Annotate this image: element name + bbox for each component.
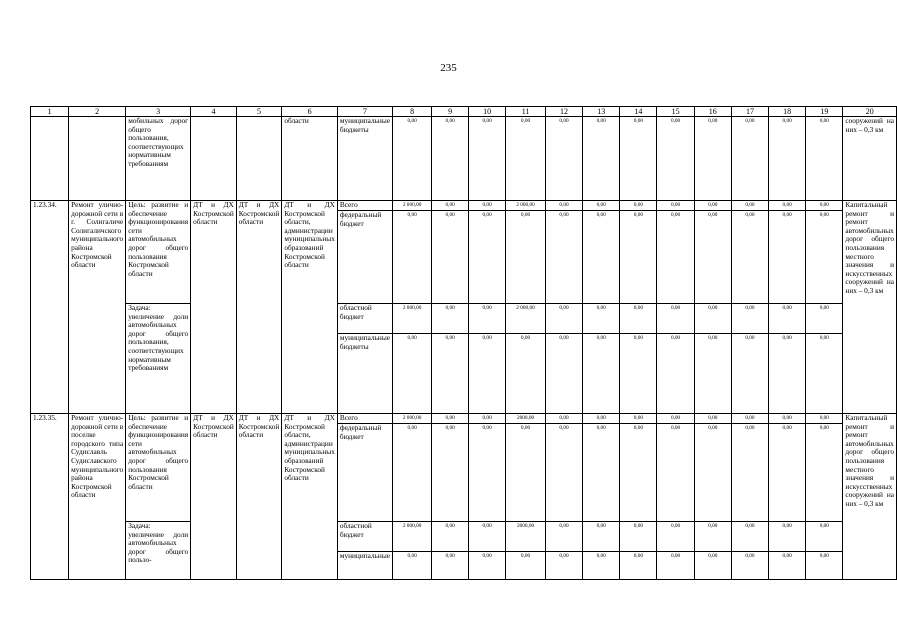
value-cell: 0,00 <box>432 201 469 211</box>
executor-cell: области <box>282 117 338 201</box>
column-number: 3 <box>126 107 191 117</box>
value-cell: 0,00 <box>769 552 806 580</box>
value-cell: 2 000,00 <box>392 201 431 211</box>
value-cell: 0,00 <box>694 201 731 211</box>
value-cell: 0,00 <box>694 211 731 304</box>
value-cell: 2 000,00 <box>392 522 431 552</box>
name-cell: Ремонт улично-дорожной сети в г. Солигаличе Солигаличского муниципального района Костромской области <box>69 201 126 414</box>
value-cell: 0,00 <box>432 211 469 304</box>
value-cell: 0,00 <box>657 211 694 304</box>
value-cell: 0,00 <box>731 211 768 304</box>
value-cell: 0,00 <box>731 334 768 414</box>
value-cell: 0,00 <box>620 211 657 304</box>
value-cell: 0,00 <box>545 424 582 522</box>
value-cell: 0,00 <box>694 414 731 424</box>
source-cell: муниципальные бюджеты <box>337 117 392 201</box>
value-cell: 0,00 <box>392 211 431 304</box>
table-row <box>31 414 897 424</box>
value-cell: 0,00 <box>694 117 731 201</box>
value-cell: 0,00 <box>620 424 657 522</box>
value-cell: 0,00 <box>469 414 506 424</box>
table-row <box>31 304 897 334</box>
value-cell: 0,00 <box>657 414 694 424</box>
value-cell: 0,00 <box>545 211 582 304</box>
column-number: 5 <box>236 107 282 117</box>
name-cell: Ремонт улично-дорожной сети в поселке городского типа Судиславль Судиславского муниципального района Костромской области <box>69 414 126 580</box>
column-number: 4 <box>191 107 237 117</box>
value-cell: 0,00 <box>806 117 843 201</box>
value-cell: 0,00 <box>806 522 843 552</box>
column-number: 19 <box>806 107 843 117</box>
value-cell: 0,00 <box>506 424 546 522</box>
value-cell: 0,00 <box>432 304 469 334</box>
value-cell: 0,00 <box>806 201 843 211</box>
budget-table <box>30 106 897 580</box>
value-cell: 0,00 <box>620 414 657 424</box>
executor-cell <box>191 117 237 201</box>
value-cell: 0,00 <box>620 552 657 580</box>
value-cell: 0,00 <box>657 334 694 414</box>
value-cell: 0,00 <box>657 552 694 580</box>
value-cell: 0,00 <box>545 201 582 211</box>
value-cell: 0,00 <box>694 334 731 414</box>
value-cell: 0,00 <box>583 334 620 414</box>
value-cell: 2000,00 <box>506 414 546 424</box>
value-cell: 0,00 <box>583 211 620 304</box>
value-cell: 0,00 <box>545 522 582 552</box>
column-number: 16 <box>694 107 731 117</box>
column-number: 17 <box>731 107 768 117</box>
goal-cell: Цель: развитие и обеспечение функционирования сети автомобильных дорог общего пользования Костромской области <box>126 201 191 304</box>
value-cell: 0,00 <box>432 552 469 580</box>
value-cell: 0,00 <box>392 117 431 201</box>
value-cell: 0,00 <box>769 117 806 201</box>
value-cell: 0,00 <box>392 424 431 522</box>
value-cell: 0,00 <box>657 117 694 201</box>
value-cell: 0,00 <box>769 424 806 522</box>
source-cell: федеральный бюджет <box>337 424 392 522</box>
value-cell: 0,00 <box>694 424 731 522</box>
executor-cell: ДТ и ДХ Костромской области, администрации муниципальных образований Костромской области <box>282 414 338 580</box>
executor-cell <box>236 117 282 201</box>
value-cell: 0,00 <box>432 334 469 414</box>
value-cell: 0,00 <box>769 201 806 211</box>
source-cell: Всего <box>337 414 392 424</box>
goal-cell: Цель: развитие и обеспечение функционирования сети автомобильных дорог общего пользования Костромской области <box>126 414 191 522</box>
result-cell: Капитальный ремонт и ремонт автомобильных дорог общего пользования местного значения и искусственных сооружений на них – 0,3 км <box>843 414 897 580</box>
value-cell: 0,00 <box>694 304 731 334</box>
value-cell: 0,00 <box>469 522 506 552</box>
value-cell: 0,00 <box>469 201 506 211</box>
value-cell: 0,00 <box>432 522 469 552</box>
value-cell: 0,00 <box>806 211 843 304</box>
value-cell: 2 000,00 <box>392 304 431 334</box>
column-number: 10 <box>469 107 506 117</box>
column-number: 1 <box>31 107 69 117</box>
value-cell: 0,00 <box>583 414 620 424</box>
executor-cell: ДТ и ДХ Костромской области <box>191 414 237 580</box>
value-cell: 0,00 <box>731 414 768 424</box>
value-cell: 0,00 <box>731 304 768 334</box>
value-cell: 2000,00 <box>506 522 546 552</box>
value-cell: 0,00 <box>620 522 657 552</box>
value-cell: 0,00 <box>469 552 506 580</box>
value-cell: 0,00 <box>432 414 469 424</box>
value-cell: 0,00 <box>806 334 843 414</box>
value-cell: 0,00 <box>769 414 806 424</box>
value-cell: 0,00 <box>545 117 582 201</box>
value-cell: 0,00 <box>583 117 620 201</box>
value-cell: 0,00 <box>620 117 657 201</box>
result-cell: сооружений на них – 0,3 км <box>843 117 897 201</box>
source-cell: муниципальные <box>337 552 392 580</box>
task-cell: мобильных дорог общего пользования, соответствующих нормативным требованиям <box>126 117 191 201</box>
value-cell: 0,00 <box>506 334 546 414</box>
column-number: 8 <box>392 107 431 117</box>
value-cell: 0,00 <box>469 117 506 201</box>
column-number: 7 <box>337 107 392 117</box>
column-number: 2 <box>69 107 126 117</box>
value-cell: 0,00 <box>694 522 731 552</box>
value-cell: 0,00 <box>545 552 582 580</box>
value-cell: 0,00 <box>432 117 469 201</box>
table-row <box>31 201 897 211</box>
value-cell: 0,00 <box>620 334 657 414</box>
source-cell: Всего <box>337 201 392 211</box>
value-cell: 0,00 <box>769 522 806 552</box>
code-cell: 1.23.35. <box>31 414 69 580</box>
value-cell: 0,00 <box>506 211 546 304</box>
column-number: 14 <box>620 107 657 117</box>
value-cell: 0,00 <box>545 414 582 424</box>
value-cell: 0,00 <box>731 552 768 580</box>
value-cell: 0,00 <box>731 201 768 211</box>
value-cell: 0,00 <box>432 424 469 522</box>
page-number: 235 <box>440 62 457 74</box>
source-cell: областной бюджет <box>337 304 392 334</box>
value-cell: 0,00 <box>769 334 806 414</box>
value-cell: 0,00 <box>506 552 546 580</box>
column-number: 20 <box>843 107 897 117</box>
header-row <box>31 107 897 117</box>
value-cell: 0,00 <box>769 211 806 304</box>
value-cell: 0,00 <box>469 211 506 304</box>
value-cell: 0,00 <box>545 304 582 334</box>
value-cell: 0,00 <box>506 117 546 201</box>
value-cell: 0,00 <box>657 424 694 522</box>
value-cell: 0,00 <box>731 424 768 522</box>
code-cell: 1.23.34. <box>31 201 69 414</box>
column-number: 13 <box>583 107 620 117</box>
value-cell: 0,00 <box>545 334 582 414</box>
value-cell: 0,00 <box>806 304 843 334</box>
value-cell: 0,00 <box>657 201 694 211</box>
column-number: 9 <box>432 107 469 117</box>
value-cell: 0,00 <box>806 414 843 424</box>
source-cell: областной бюджет <box>337 522 392 552</box>
value-cell: 0,00 <box>657 522 694 552</box>
value-cell: 0,00 <box>469 304 506 334</box>
result-cell: Капитальный ремонт и ремонт автомобильных дорог общего пользования местного значения и искусственных сооружений на них – 0,3 км <box>843 201 897 414</box>
value-cell: 2 000,00 <box>506 304 546 334</box>
value-cell: 0,00 <box>620 201 657 211</box>
column-number: 18 <box>769 107 806 117</box>
value-cell: 2 000,00 <box>392 414 431 424</box>
value-cell: 2 000,00 <box>506 201 546 211</box>
source-cell: муниципальные бюджеты <box>337 334 392 414</box>
value-cell: 0,00 <box>392 552 431 580</box>
executor-cell: ДТ и ДХ Костромской области, администрации муниципальных образований Костромской области <box>282 201 338 414</box>
code-cell <box>31 117 69 201</box>
executor-cell: ДТ и ДХ Костромской области <box>191 201 237 414</box>
source-cell: федеральный бюджет <box>337 211 392 304</box>
value-cell: 0,00 <box>731 522 768 552</box>
value-cell: 0,00 <box>583 304 620 334</box>
table-row <box>31 522 897 552</box>
continuation-row <box>31 117 897 201</box>
value-cell: 0,00 <box>469 334 506 414</box>
value-cell: 0,00 <box>806 424 843 522</box>
value-cell: 0,00 <box>583 424 620 522</box>
column-number: 12 <box>545 107 582 117</box>
value-cell: 0,00 <box>769 304 806 334</box>
value-cell: 0,00 <box>694 552 731 580</box>
value-cell: 0,00 <box>469 424 506 522</box>
value-cell: 0,00 <box>392 334 431 414</box>
task-cell: Задача: увеличение доли автомобильных дорог общего пользования, соответствующих нормативным требованиям <box>126 304 191 414</box>
column-number: 15 <box>657 107 694 117</box>
executor-cell: ДТ и ДХ Костромской области <box>236 201 282 414</box>
name-cell <box>69 117 126 201</box>
value-cell: 0,00 <box>583 522 620 552</box>
task-cell: Задача: увеличение доли автомобильных дорог общего пользо- <box>126 522 191 580</box>
value-cell: 0,00 <box>806 552 843 580</box>
executor-cell: ДТ и ДХ Костромской области <box>236 414 282 580</box>
value-cell: 0,00 <box>657 304 694 334</box>
value-cell: 0,00 <box>583 201 620 211</box>
value-cell: 0,00 <box>583 552 620 580</box>
value-cell: 0,00 <box>620 304 657 334</box>
column-number: 11 <box>506 107 546 117</box>
column-number: 6 <box>282 107 338 117</box>
value-cell: 0,00 <box>731 117 768 201</box>
